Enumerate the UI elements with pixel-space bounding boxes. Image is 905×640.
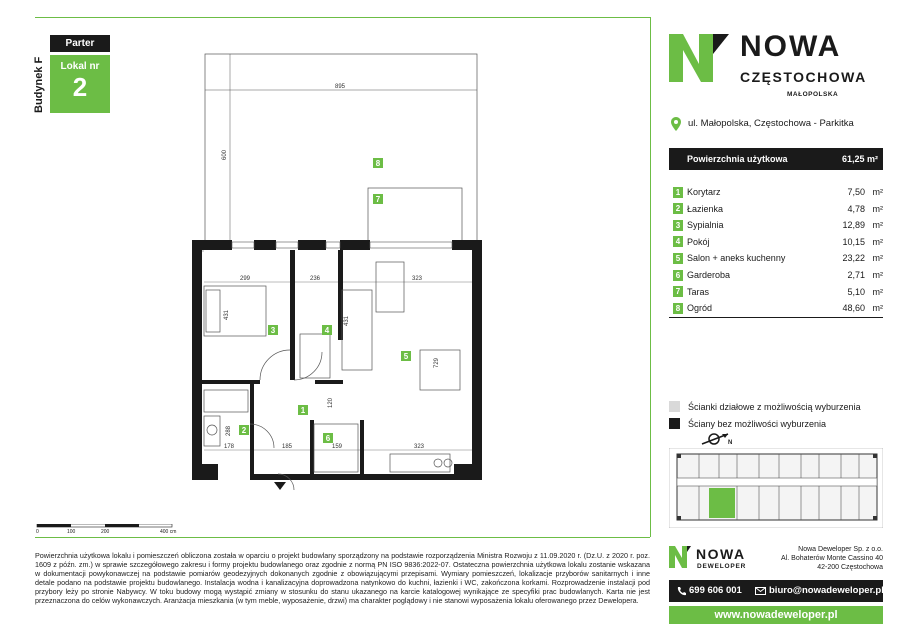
room-area: 23,22	[842, 253, 865, 264]
dim-room5-width: 323	[412, 276, 423, 282]
brand-name: NOWA	[740, 30, 842, 63]
room-area: 2,71	[847, 270, 865, 280]
room-area: 12,89	[842, 220, 865, 231]
plan-label-1: 1	[298, 405, 308, 415]
scale-tick-200: 200	[101, 529, 110, 535]
disclaimer-text: Powierzchnia użytkowa lokalu i pomieszczeń obliczona została w oparciu o projekt budowlany sporządzony na podstawie rozporządzenia Ministra Rozwoju z 11.09.2020 r. (Dz.U. z 2020 r. poz. 1609 z późn. zm.) w sprawie szczegółowego zakresu i formy projektu budowlanego oraz zgodnie z normą PN ISO 9836:2022-07. Ostateczna powierzchnia użytkowa lokalu zostanie wskazana w dokumentacji powykonawczej na podstawie pomiarów geodezyjnych dokonanych zgodnie z obowiązującymi przepisami. Wymiary pomieszczeń, lokalizacje przyborów sanitarnych i inne detale podano na podstawie projektu budowlanego. Instalacja wodna i kanalizacyjna doprowadzona natynkowo do kuchni, łazienki i WC, zakończona korkami. Rozprowadzenie instalacji pod przybory leży po stronie Nabywcy. W toku budowy mogą wystąpić zmiany w stosunku do stanu ukazanego na karcie katalogowej wynikające ze specyfiki prac budowlanych. Karta nie jest przeznaczona do celów wykonawczych. Aranżacja mieszkania (w tym meble, wyposażenie, drzwi) ma charakter poglądowy i nie stanowi wyposażenia lokalu oferowanego przez Dewelopera.	[35, 551, 650, 605]
developer-company: Nowa Deweloper Sp. z o.o.	[798, 546, 883, 553]
room-area: 4,78	[847, 203, 865, 214]
room-area-unit: m²	[872, 203, 883, 214]
room-row	[673, 201, 883, 217]
fixed-wall-label: Ściany bez możliwości wyburzenia	[688, 419, 827, 429]
room-name: Pokój	[687, 236, 710, 247]
room-name: Korytarz	[687, 187, 721, 197]
unit-label: Lokal nr	[60, 61, 100, 72]
room-area: 48,60	[842, 303, 865, 314]
website-link[interactable]: www.nowadeweloper.pl	[669, 606, 883, 624]
compass-icon	[700, 432, 740, 448]
total-area-value: 61,25 m²	[841, 154, 878, 164]
room-area: 10,15	[842, 236, 865, 247]
nowa-logo-icon	[669, 34, 729, 82]
room-area: 7,50	[847, 187, 865, 197]
plan-label-7: 7	[373, 194, 383, 204]
plan-label-8: 8	[373, 158, 383, 168]
scale-tick-100: 100	[67, 529, 76, 535]
floor-plan	[190, 50, 490, 490]
room-name: Ogród	[687, 303, 713, 314]
room-number-badge: 2	[673, 203, 683, 214]
room-area-unit: m²	[872, 286, 883, 297]
total-area-label: Powierzchnia użytkowa	[687, 154, 788, 164]
removable-wall-swatch	[669, 401, 680, 412]
dim-kitchen-width: 323	[414, 444, 425, 450]
room-name: Taras	[687, 286, 710, 297]
dim-room3-width: 299	[240, 276, 251, 282]
developer-street: Al. Bohaterów Monte Cassino 40	[781, 555, 883, 562]
dim-hall-width: 185	[282, 444, 293, 450]
room-row	[673, 267, 883, 283]
dim-room5-depth: 729	[434, 357, 440, 368]
room-row	[673, 284, 883, 300]
developer-city: 42-200 Częstochowa	[817, 564, 883, 571]
unit-tag	[50, 55, 110, 113]
developer-logo-icon	[669, 546, 691, 568]
dim-hall-depth: 120	[328, 397, 334, 408]
room-list-divider	[669, 317, 883, 318]
room-number-badge: 3	[673, 220, 683, 231]
room-area: 5,10	[847, 286, 865, 297]
developer-logo-name: NOWA	[696, 546, 746, 562]
room-area-unit: m²	[872, 220, 883, 231]
brand-city: CZĘSTOCHOWA	[740, 69, 867, 85]
plan-label-4: 4	[322, 325, 332, 335]
room-name: Sypialnia	[687, 220, 724, 231]
fixed-wall-swatch	[669, 418, 680, 429]
plan-label-5: 5	[401, 351, 411, 361]
building-key-plan	[669, 448, 883, 528]
dim-room3-depth: 431	[224, 309, 230, 320]
plan-label-6: 6	[323, 433, 333, 443]
unit-number: 2	[72, 72, 88, 102]
room-row	[673, 217, 883, 233]
building-label: Budynek F	[33, 56, 45, 113]
phone-link[interactable]: 699 606 001	[689, 585, 742, 596]
dim-bath-depth: 288	[226, 425, 232, 436]
room-area-unit: m²	[872, 253, 883, 264]
room-number-badge: 8	[673, 303, 683, 314]
room-row	[673, 184, 883, 200]
room-number-badge: 4	[673, 236, 683, 247]
room-number-badge: 7	[673, 286, 683, 297]
dim-wardrobe-width: 159	[332, 444, 343, 450]
room-row	[673, 250, 883, 266]
location-pin-icon	[671, 117, 681, 131]
room-row	[673, 234, 883, 250]
dim-garden-depth: 600	[222, 149, 228, 160]
phone-icon	[677, 586, 686, 596]
address-text: ul. Małopolska, Częstochowa - Parkitka	[688, 118, 854, 129]
frame-right-line	[650, 17, 651, 537]
dim-bath-width: 178	[224, 444, 235, 450]
compass-label: N	[728, 440, 733, 446]
room-area-unit: m²	[872, 236, 883, 247]
scale-tick-400: 400 cm	[160, 529, 177, 535]
total-area-header	[669, 148, 883, 170]
plan-label-3: 3	[268, 325, 278, 335]
room-number-badge: 6	[673, 270, 683, 281]
frame-bottom-line	[35, 537, 650, 538]
dim-room4-width: 236	[310, 276, 321, 282]
room-row	[673, 300, 883, 316]
removable-wall-label: Ścianki działowe z możliwością wyburzenia	[688, 402, 861, 412]
brand-region: MAŁOPOLSKA	[787, 91, 839, 98]
email-icon	[755, 587, 766, 595]
room-name: Garderoba	[687, 270, 731, 280]
frame-top-line	[35, 17, 650, 18]
scale-tick-0: 0	[36, 529, 39, 535]
room-area-unit: m²	[872, 187, 883, 197]
dim-room4-depth: 431	[344, 315, 350, 326]
email-link[interactable]: biuro@nowadeweloper.pl	[769, 585, 884, 596]
room-area-unit: m²	[872, 303, 883, 314]
room-number-badge: 5	[673, 253, 683, 264]
plan-label-2: 2	[239, 425, 249, 435]
room-area-unit: m²	[872, 270, 883, 280]
floor-tag: Parter	[50, 35, 110, 52]
room-number-badge: 1	[673, 187, 683, 198]
room-name: Łazienka	[687, 203, 724, 214]
room-name: Salon + aneks kuchenny	[687, 253, 786, 264]
developer-logo-sub: DEWELOPER	[697, 563, 747, 570]
dim-garden-width: 895	[335, 84, 346, 90]
